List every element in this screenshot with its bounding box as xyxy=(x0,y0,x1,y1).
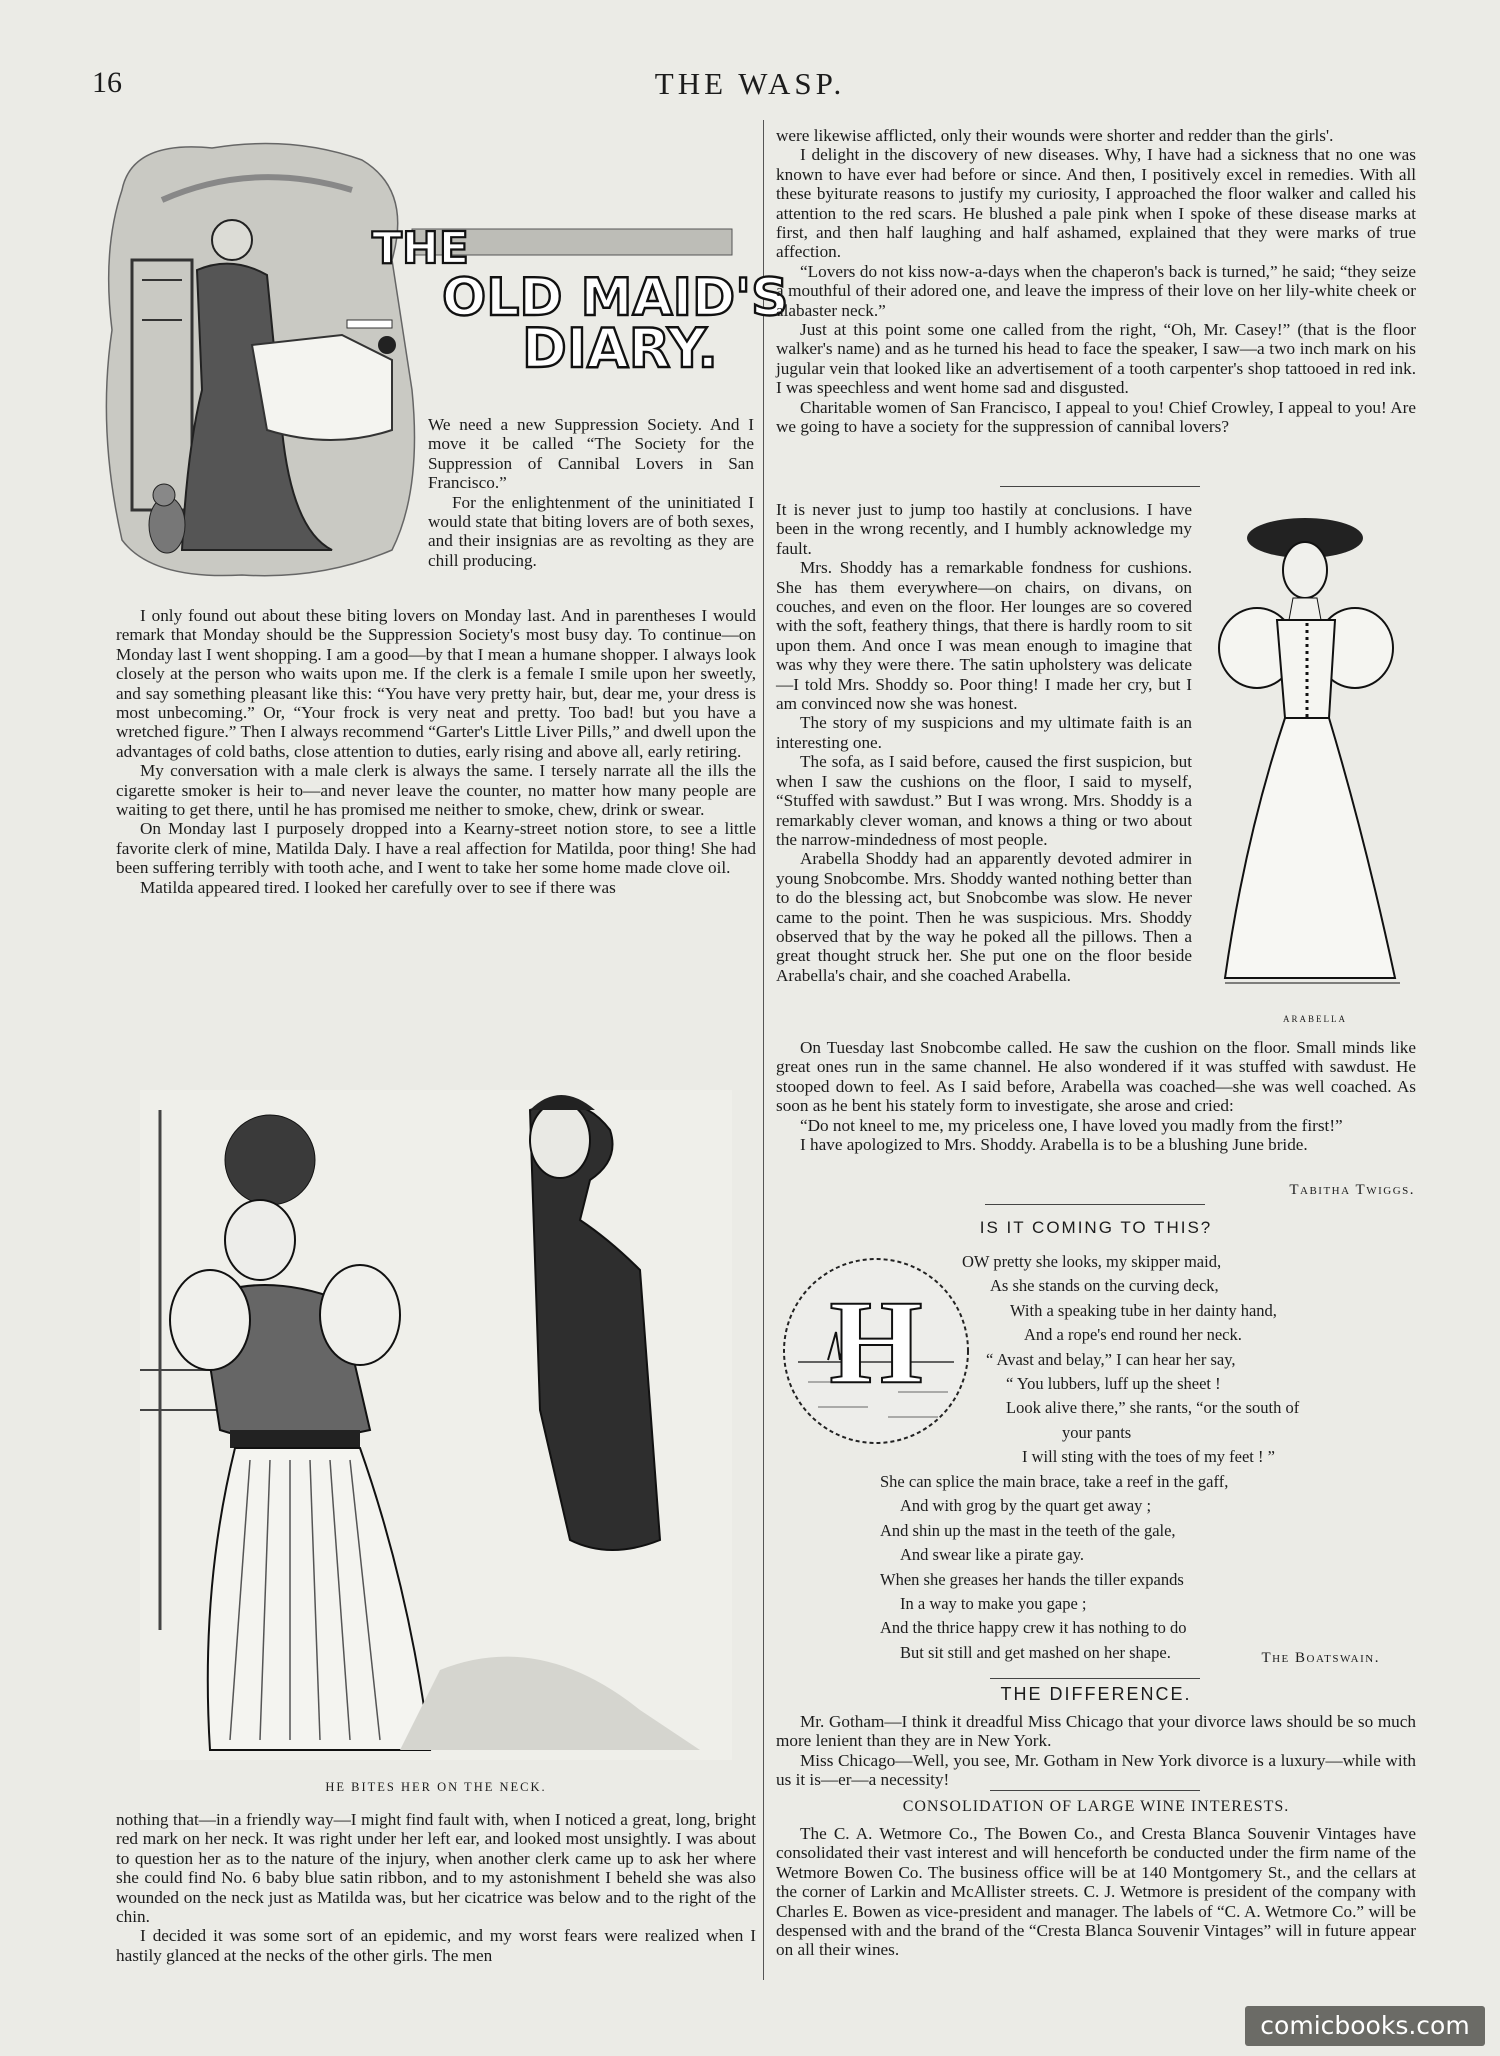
poem-line: When she greases her hands the tiller expands xyxy=(880,1569,1184,1589)
difference-paragraph: Mr. Gotham—I think it dreadful Miss Chicago that your divorce laws should be so much more lenient than they are in New York. xyxy=(776,1712,1416,1751)
poem-line: I will sting with the toes of my feet ! ” xyxy=(1022,1447,1275,1467)
poem-line: “ Avast and belay,” I can hear her say, xyxy=(986,1349,1236,1369)
title-main-text: OLD MAID'S xyxy=(442,268,789,328)
article-column-1 xyxy=(116,606,756,897)
couple-caption: HE BITES HER ON THE NECK. xyxy=(325,1780,547,1794)
article-paragraph-16: The story of my suspicions and my ultimate faith is an interesting one. xyxy=(776,713,1192,752)
section-rule-3 xyxy=(990,1678,1200,1679)
title-the-text: THE xyxy=(372,223,469,274)
poem-line: With a speaking tube in her dainty hand, xyxy=(1010,1300,1277,1320)
poem-line: Look alive there,” she rants, “or the south of xyxy=(1006,1398,1300,1418)
difference-title: THE DIFFERENCE. xyxy=(1000,1684,1192,1704)
article-intro xyxy=(428,415,754,570)
article-paragraph-14: It is never just to jump too hastily at conclusions. I have been in the wrong recently, and I humbly acknowledge my fault. xyxy=(776,500,1192,558)
article-paragraph-4: My conversation with a male clerk is always the same. I tersely narrate all the ills the cigarette smoker is heir to—and never leave the counter, no matter how many people are waiting to get there, until he has promised me neither to smoke, chew, drink or swear. xyxy=(116,761,756,820)
article-paragraph-19: On Tuesday last Snobcombe called. He saw the cushion on the floor. Small minds like great ones run in the same channel. He also wondered if it was stuffed with sawdust. He stooped down to feel. As I said before, Arabella was coached—she was well coached. As soon as he bent his stately form to investigate, she arose and cried: xyxy=(776,1038,1416,1116)
article-paragraph-8: I decided it was some sort of an epidemic, and my worst fears were realized when I hastily glanced at the necks of the other girls. The men xyxy=(116,1926,756,1965)
poem-stanza-2 xyxy=(880,1470,1410,1665)
consolidation-paragraph: The C. A. Wetmore Co., The Bowen Co., and Cresta Blanca Souvenir Vintages have consolidated their vast interest and will henceforth be conducted under the firm name of the Wetmore Bowen Co. The business office will be at 140 Montgomery St., and the cellars at the corner of Larkin and McAllister streets. C. J. Wetmore is president of the company with Charles E. Bowen as vice-president and manager. The labels of “C. A. Wetmore Co.” will be despensed with and the brand of the “Cresta Blanca Souvenir Vintages” will in future appear on all their wines. xyxy=(776,1824,1416,1960)
article-paragraph-2: For the enlightenment of the uninitiated I would state that biting lovers are of both sexes, and their insignias are as revolting as they are chill producing. xyxy=(428,492,754,570)
watermark: comicbooks.com xyxy=(1245,2006,1485,2046)
article-paragraph-21: I have apologized to Mrs. Shoddy. Arabella is to be a blushing June bride. xyxy=(800,1135,1308,1155)
article-paragraph-9: were likewise afflicted, only their wounds were shorter and redder than the girls'. xyxy=(776,126,1334,145)
arabella-caption: ARABELLA xyxy=(1283,1014,1347,1024)
article-paragraph-5: On Monday last I purposely dropped into a Kearny-street notion store, to see a little favorite clerk of mine, Matilda Daly. I have a real affection for Matilda, poor thing! She had been suffering terribly with tooth ache, and I went to take her some home made clove oil. xyxy=(116,819,756,878)
article-paragraph-13: Charitable women of San Francisco, I appeal to you! Chief Crowley, I appeal to you! Are we going to have a society for the suppression of cannibal lovers? xyxy=(776,397,1416,437)
article-paragraph-18: Arabella Shoddy had an apparently devoted admirer in young Snobcombe. Mrs. Shoddy wanted nothing better than to do the blessing act, but Snobcombe was slow. He never came to the point. Then he was suspicious. Mrs. Shoddy observed that by the way he poked all the pillows. Then a great thought struck her. She put one on the floor beside Arabella's chair, and she coached Arabella. xyxy=(776,849,1192,985)
section-rule-4 xyxy=(990,1790,1200,1791)
article-paragraph-10: I delight in the discovery of new diseases. Why, I have had a sickness that no one was known to have ever had before or since. And then, I positively excel in remedies. With all these byiturate reasons to justify my curiosity, I approached the floor walker and called his attention to the red scars. He blushed a pale pink when I spoke of these disease marks at first, and then half laughing and half ashamed, explained that they were marks of true affection. xyxy=(776,145,1416,262)
section-rule-2 xyxy=(985,1204,1205,1205)
title-diary-text: DIARY. xyxy=(522,317,719,380)
article-paragraph-1: We need a new Suppression Society. And I move it be called “The Society for the Suppression of Cannibal Lovers in San Francisco.” xyxy=(428,415,754,493)
article-title-art xyxy=(372,215,789,380)
poem-dropcap: H xyxy=(829,1275,923,1408)
article-paragraph-6: Matilda appeared tired. I looked her carefully over to see if there was xyxy=(140,877,616,897)
poem-line: She can splice the main brace, take a reef in the gaff, xyxy=(880,1472,1229,1491)
article-column-2-part-3 xyxy=(776,1038,1416,1154)
poem-stanza-1 xyxy=(962,1250,1416,1470)
poem-dropcap-illustration xyxy=(778,1252,974,1450)
poem-title: IS IT COMING TO THIS? xyxy=(979,1218,1213,1237)
couple-illustration xyxy=(140,1070,732,1760)
difference-text xyxy=(776,1712,1416,1790)
poem-line: And the thrice happy crew it has nothing to do xyxy=(880,1618,1187,1638)
section-rule-1 xyxy=(1000,486,1200,487)
poem-line: “ You lubbers, luff up the sheet ! xyxy=(1006,1374,1221,1394)
poem-signature: The Boatswain. xyxy=(1261,1650,1380,1666)
poem-line: In a way to make you gape ; xyxy=(900,1594,1087,1614)
consolidation-title: CONSOLIDATION OF LARGE WINE INTERESTS. xyxy=(902,1798,1290,1815)
article-paragraph-20: “Do not kneel to me, my priceless one, I have loved you madly from the first!” xyxy=(800,1115,1343,1135)
poem-line: But sit still and get mashed on her shape. xyxy=(900,1642,1171,1662)
article-paragraph-17: The sofa, as I said before, caused the first suspicion, but when I saw the cushions on the floor, I said to myself, “Stuffed with sawdust.” But I was wrong. Mrs. Shoddy is a remarkably clever woman, and knows a thing or two about the narrow-mindedness of most people. xyxy=(776,752,1192,849)
article-column-1-bottom xyxy=(116,1810,756,1965)
poem-line: As she stands on the curving deck, xyxy=(990,1276,1219,1296)
article-paragraph-7: nothing that—in a friendly way—I might find fault with, when I noticed a great, long, bright red mark on her neck. It was right under her left ear, and looked most unsightly. I was about to question her as to the nature of the injury, when another clerk came up to ask her where she could find No. 6 baby blue satin ribbon, and to my astonishment I beheld she was also wounded on the neck just as Matilda was, but her cicatrice was below and to the right of the chin. xyxy=(116,1810,756,1927)
article-column-2-part-2 xyxy=(776,500,1192,985)
article-signature: Tabitha Twiggs. xyxy=(1289,1182,1415,1198)
poem-line: And with grog by the quart get away ; xyxy=(900,1496,1152,1516)
article-column-2 xyxy=(776,126,1416,437)
column-divider xyxy=(763,120,764,1980)
arabella-illustration xyxy=(1205,508,1420,988)
article-paragraph-12: Just at this point some one called from the right, “Oh, Mr. Casey!” (that is the floor walker's name) and as he turned his head to face the speaker, I saw—a two inch mark on his jugular vein that looked like an advertisement of a tooth carpenter's shop tattooed in red ink. I was speechless and went home sad and disgusted. xyxy=(776,320,1416,398)
page-number: 16 xyxy=(92,66,122,99)
poem-line: And swear like a pirate gay. xyxy=(900,1545,1085,1565)
article-paragraph-11: “Lovers do not kiss now-a-days when the chaperon's back is turned,” he said; “they seize a mouthful of their adored one, and leave the impress of their love on her lily-white cheek or alabaster neck.” xyxy=(776,261,1416,320)
difference-paragraph: Miss Chicago—Well, you see, Mr. Gotham in New York divorce is a luxury—while with us it is—er—a necessity! xyxy=(776,1750,1416,1790)
poem-line: And a rope's end round her neck. xyxy=(1024,1325,1242,1345)
poem-line: OW pretty she looks, my skipper maid, xyxy=(962,1252,1222,1271)
masthead: THE WASP. xyxy=(654,66,846,101)
poem-line: your pants xyxy=(1062,1422,1132,1442)
poem-line: And shin up the mast in the teeth of the gale, xyxy=(880,1520,1176,1540)
article-paragraph-15: Mrs. Shoddy has a remarkable fondness for cushions. She has them everywhere—on chairs, on divans, on couches, and even on the floor. Her lounges are so covered with the soft, feathery things, that there is hardly room to sit upon them. And once I was mean enough to imagine that was why they were there. The satin upholstery was delicate—I told Mrs. Shoddy so. Poor thing! I made her cry, but I am convinced now she was honest. xyxy=(776,558,1192,714)
article-paragraph-3: I only found out about these biting lovers on Monday last. And in parentheses I would remark that Monday should be the Suppression Society's most busy day. To continue—on Monday last I went shopping. I am a good—by that I mean a humane shopper. I always look closely at the person who waits upon me. If the clerk is a female I smile upon her sweetly, and say something pleasant like this: “You have very pretty hair, but, dear me, your dress is most unbecoming.” Or, “Your frock is very neat and pretty. Too bad! but you have a wretched figure.” Then I always recommend “Garter's Little Liver Pills,” and dwell upon the advantages of cold baths, close attention to duties, early rising and above all, early retiring. xyxy=(116,606,756,761)
consolidation-text xyxy=(776,1824,1416,1960)
